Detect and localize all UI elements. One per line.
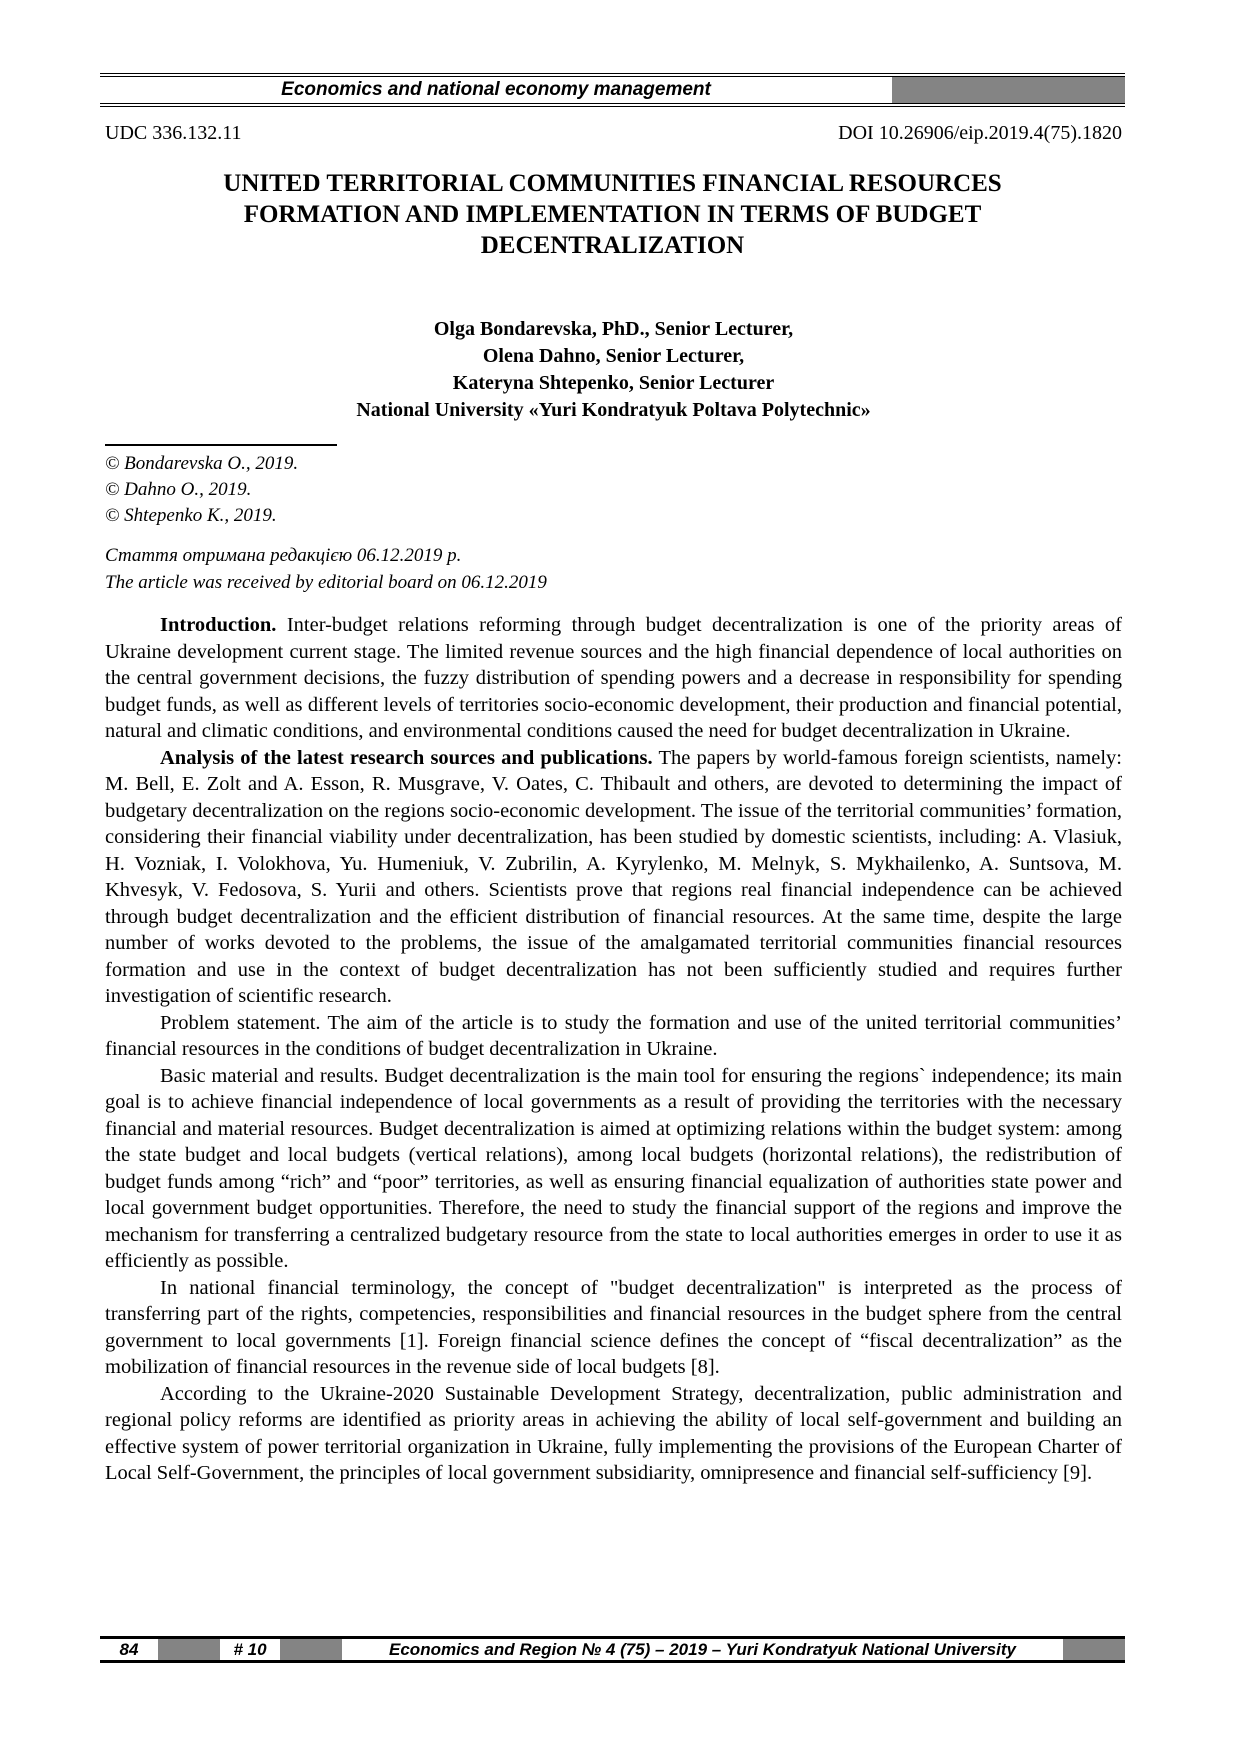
received-line-en: The article was received by editorial board on 06.12.2019 [105,572,547,593]
footer-gray-block-3 [1063,1639,1125,1660]
copyright-line-2: © Dahno O., 2019. [105,479,252,500]
received-block [105,542,547,596]
udc-code: UDC 336.132.11 [105,122,242,144]
body-paragraph-basic-material [105,1063,1122,1275]
paragraph-lead: Introduction. [160,614,277,636]
header-gray-block [892,77,1125,103]
body-paragraph-introduction [105,612,1122,745]
author-line-1: Olga Bondarevska, PhD., Senior Lecturer, [433,318,794,340]
paragraph-text: Problem statement. The aim of the article is to study the formation and use of the united territorial communities’ financial resources in the conditions of budget decentralization in Ukraine. [105,1011,1122,1060]
authors-block [105,316,1122,424]
footer-gray-block-1 [158,1639,220,1660]
section-header-cell [100,77,892,103]
section-title: Economics and national economy management [281,79,711,100]
affiliation-line: National University «Yuri Kondratyuk Poltava Polytechnic» [356,399,871,421]
footer-gray-block-2 [280,1639,342,1660]
body-paragraph-analysis [105,745,1122,1010]
author-line-2: Olena Dahno, Senior Lecturer, [482,345,745,367]
received-line-ua: Стаття отримана редакцією 06.12.2019 р. [105,545,462,566]
paragraph-text: According to the Ukraine-2020 Sustainable Development Strategy, decentralization, public administration and regional policy reforms are identified as priority areas in achieving the ability of local self-government and building an effective system of power territorial organization in Ukraine, fully implementing the provisions of the European Charter of Local Self-Government, the principles of local government subsidiarity, omnipresence and financial self-sufficiency [9]. [105,1382,1122,1484]
issue-number: # 10 [233,1640,267,1659]
paragraph-text: In national financial terminology, the concept of "budget decentralization" is interpreted as the process of transferring part of the rights, competencies, responsibilities and financial resources in the budget sphere from the central government to local governments [1]. Foreign financial science defines the concept of “fiscal decentralization” as the mobilization of financial resources in the revenue side of local budgets [8]. [105,1276,1122,1378]
copyright-block [105,444,337,529]
page-number: 84 [119,1640,139,1659]
article-title: UNITED TERRITORIAL COMMUNITIES FINANCIAL RESOURCES FORMATION AND IMPLEMENTATION IN TERMS OF BUDGET DECENTRALIZATION [223,170,1002,259]
journal-footer [100,1636,1125,1663]
journal-title-line: Economics and Region № 4 (75) – 2019 – Yuri Kondratyuk National University [389,1640,1016,1659]
copyright-line-3: © Shtepenko K., 2019. [105,505,277,526]
meta-row [105,122,1122,145]
paragraph-lead: Analysis of the latest research sources and publications. [160,746,653,769]
body-paragraph-problem-statement [105,1010,1122,1063]
doi-code: DOI 10.26906/eip.2019.4(75).1820 [838,122,1122,144]
body-paragraph-terminology [105,1275,1122,1381]
article-body [105,612,1122,1487]
author-line-3: Kateryna Shtepenko, Senior Lecturer [452,372,775,394]
copyright-line-1: © Bondarevska O., 2019. [105,453,299,474]
paragraph-text: The papers by world-famous foreign scientists, namely: M. Bell, E. Zolt and A. Esson, R. Musgrave, V. Oates, C. Thibault and others, are devoted to determining the impact of budgetary decentralization on the regions socio-economic development. The issue of the territorial communities’ formation, considering their financial viability under decentralization, has been studied by domestic scientists, including: A. Vlasiuk, H. Vozniak, I. Volokhova, Yu. Humeniuk, V. Zubrilin, A. Kyrylenko, M. Melnyk, S. Mykhailenko, A. Suntsova, M. Khvesyk, V. Fedosova, S. Yurii and others. Scientists prove that regions real financial independence can be achieved through budget decentralization and the efficient distribution of financial resources. At the same time, despite the large number of works devoted to the problems, the issue of the amalgamated territorial communities financial resources formation and use in the context of budget decentralization has not been sufficiently studied and requires further investigation of scientific research. [105,746,1122,1007]
copyright-rule [105,444,337,446]
body-paragraph-strategy [105,1381,1122,1487]
paragraph-text: Inter-budget relations reforming through budget decentralization is one of the priority areas of Ukraine development current stage. The limited revenue sources and the high financial dependence of local authorities on the central government decisions, the fuzzy distribution of spending powers and a decrease in responsibility for spending budget funds, as well as different levels of territories socio-economic development, their production and financial potential, natural and climatic conditions, and environmental conditions caused the need for budget decentralization in Ukraine. [105,614,1122,742]
journal-section-header [100,73,1125,107]
paragraph-text: Basic material and results. Budget decentralization is the main tool for ensuring the regions` independence; its main goal is to achieve financial independence of local governments as a result of providing the territories with the necessary financial and material resources. Budget decentralization is aimed at optimizing relations within the budget system: among the state budget and local budgets (vertical relations), among local budgets (horizontal relations), the redistribution of budget funds among “rich” and “poor” territories, as well as ensuring financial equalization of authorities state power and local government budget opportunities. Therefore, the need to study the financial support of the regions and improve the mechanism for transferring a centralized budgetary resource from the state to local authorities emerges in order to use it as efficiently as possible. [105,1064,1122,1272]
